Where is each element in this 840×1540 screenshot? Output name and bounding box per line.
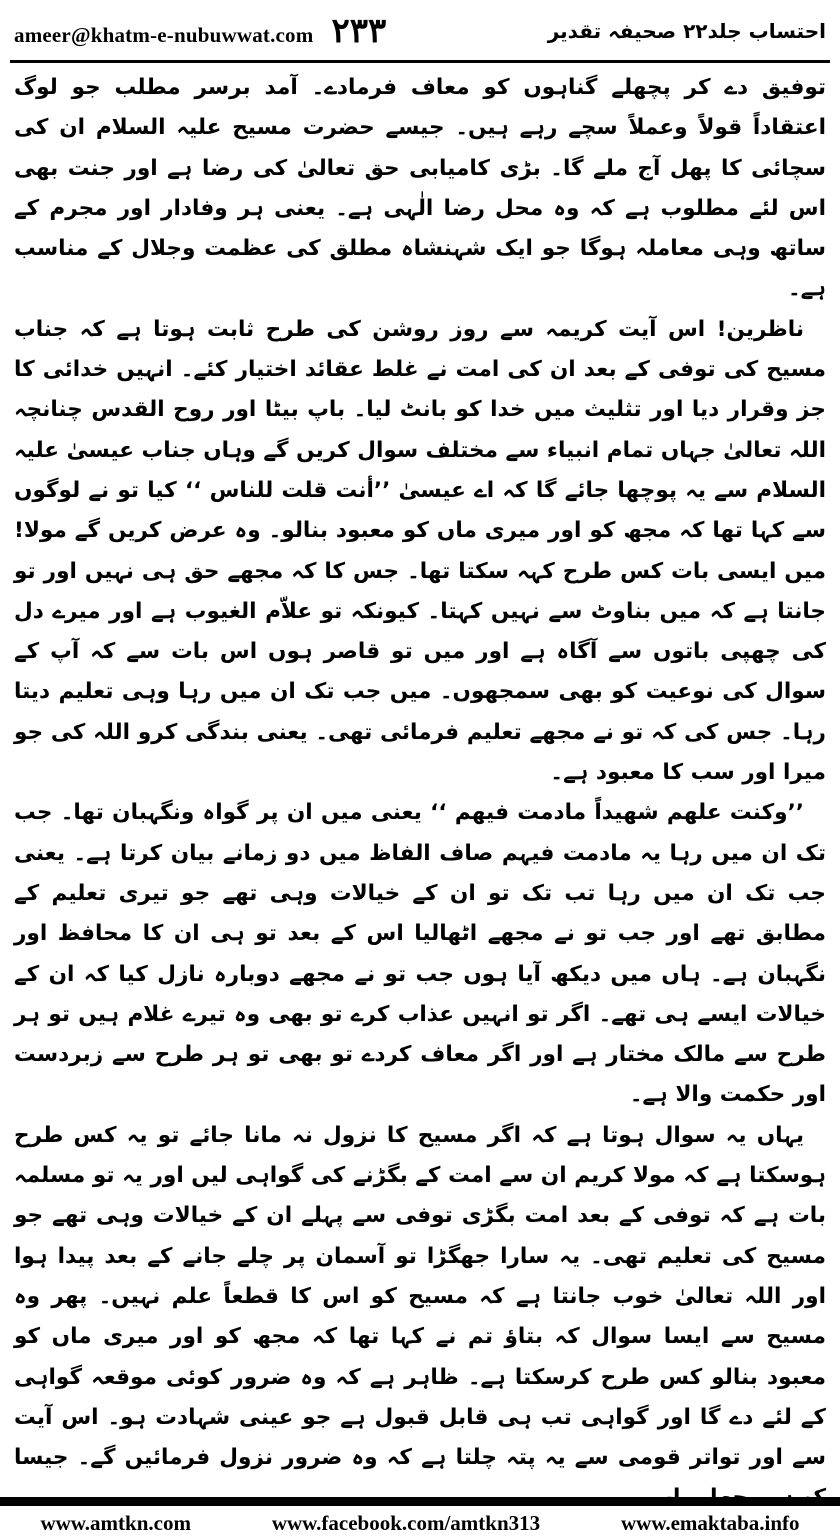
page-number: ۲۳۳ xyxy=(331,11,387,51)
paragraph: یہاں یہ سوال ہوتا ہے کہ اگر مسیح کا نزول نہ مانا جائے تو یہ کس طرح ہوسکتا ہے کہ مولا کریم ان سے امت کے بگڑنے کی گواہی لیں اور یہ تو مسلمہ بات ہے کہ توفی کے بعد امت بگڑی توفی سے پہلے ان کے خیالات وہی تھے جو مسیح کی تعلیم تھی۔ یہ سارا جھگڑا تو آسمان پر چلے جانے کے بعد پیدا ہوا اور اللہ تعالیٰ خوب جانتا ہے کہ مسیح کو اس کا قطعاً علم نہیں۔ پھر وہ مسیح سے ایسا سوال کہ بتاؤ تم نے کہا تھا کہ مجھ کو اور میری ماں کو معبود بنالو کس طرح کرسکتا ہے۔ ظاہر ہے کہ وہ ضرور کوئی موقعہ گواہی کے لئے دے گا اور گواہی تب ہی قابل قبول ہے جو عینی شہادت ہو۔ اس آیت سے اور تواتر قومی سے یہ پتہ چلتا ہے کہ وہ ضرور نزول فرمائیں گے۔ جیسا xyxy=(14,1122,826,1471)
header-left xyxy=(14,11,386,51)
page-body xyxy=(14,68,826,1478)
footer-link-facebook[interactable]: www.facebook.com/amtkn313 xyxy=(271,1510,541,1535)
page-footer xyxy=(0,1497,840,1540)
header-divider xyxy=(10,60,830,63)
paragraph: ناظرین! اس آیت کریمہ سے روز روشن کی طرح ثابت ہوتا ہے کہ جناب مسیح کی توفی کے بعد ان کی امت نے غلط عقائد اختیار کئے۔ انہیں خدائی کا جز وقرار دیا اور تثلیث میں خدا کو بانٹ لیا۔ باپ بیٹا اور روح القدس چنانچہ اللہ تعالیٰ جہاں تمام انبیاء سے مختلف سوال کریں گے وہاں جناب عیسیٰ علیہ السلام سے یہ پوچھا جائے گا کہ اے عیسیٰ ’’أنت قلت للناس ‘‘ کیا تو نے لوگوں سے کہا تھا کہ مجھ کو اور میری ماں کو معبود بنالو۔ وہ عرض کریں گے مولا! میں ایسی بات کس طرح کہہ سکتا تھا۔ جس کا کہ مجھے حق ہی نہیں اور تو جانتا ہے کہ میں بناوٹ سے نہیں کہتا۔ کیونکہ تو علاّم الغیوب ہے اور میرے دل کی چھپی باتوں سے آگاہ ہے اور میں تو قاصر ہوں اس بات سے کہ آپ کے سوال کی نوعیت کو بھی سمجھوں۔ میں جب تک ان میں رہا وہی تعلیم دیتا رہا۔ جس کی کہ تو نے مجھے تعلیم فرمائی تھی۔ یعنی بندگی کرو اللہ کی جو میرا اور سب کا معبود ہے۔ xyxy=(14,316,826,786)
page-header xyxy=(14,8,826,54)
footer-links xyxy=(0,1502,840,1540)
footer-link-emaktaba[interactable]: www.emaktaba.info xyxy=(621,1510,800,1535)
book-title: احتساب جلد۲۲ صحیفہ تقدیر xyxy=(547,19,826,43)
header-email: ameer@khatm-e-nubuwwat.com xyxy=(14,23,314,47)
paragraph: توفیق دے کر پچھلے گناہوں کو معاف فرمادے۔ آمد برسر مطلب جو لوگ اعتقاداً قولاً وعملاً سچے رہے ہیں۔ جیسے حضرت مسیح علیہ السلام ان کی سچائی کا پھل آج ملے گا۔ بڑی کامیابی حق تعالیٰ کی رضا ہے اور جنت بھی اس لئے مطلوب ہے کہ وہ محل رضا الٰہی ہے۔ یعنی ہر وفادار اور مجرم کے ساتھ وہی معاملہ ہوگا جو ایک شہنشاہ مطلق کی عظمت وجلال کے مناسب ہے۔ xyxy=(14,75,826,302)
paragraph: ’’وکنت علهم شهیداً مادمت فیهم ‘‘ یعنی میں ان پر گواہ ونگہبان تھا۔ جب تک ان میں رہا یہ مادمت فیہم صاف الفاظ میں دو زمانے بیان کرتا ہے۔ یعنی جب تک ان میں رہا تب تک تو ان کے خیالات وہی تھے جو تیری تعلیم کے مطابق تھے اور جب تو نے مجھے اٹھالیا اس کے بعد تو ہی ان کا محافظ اور نگہبان ہے۔ ہاں میں دیکھ آیا ہوں جب تو نے مجھے دوبارہ نازل کیا کہ ان کے خیالات ایسے ہی تھے۔ اگر تو انہیں عذاب کرے تو بھی وہ تیرے غلام ہیں تو ہر طرح سے مالک مختار ہے اور اگر معاف کردے تو بھی تو ہر طرح سے زبردست اور حکمت والا ہے۔ xyxy=(14,800,826,1108)
footer-link-amtkn[interactable]: www.amtkn.com xyxy=(40,1510,191,1535)
